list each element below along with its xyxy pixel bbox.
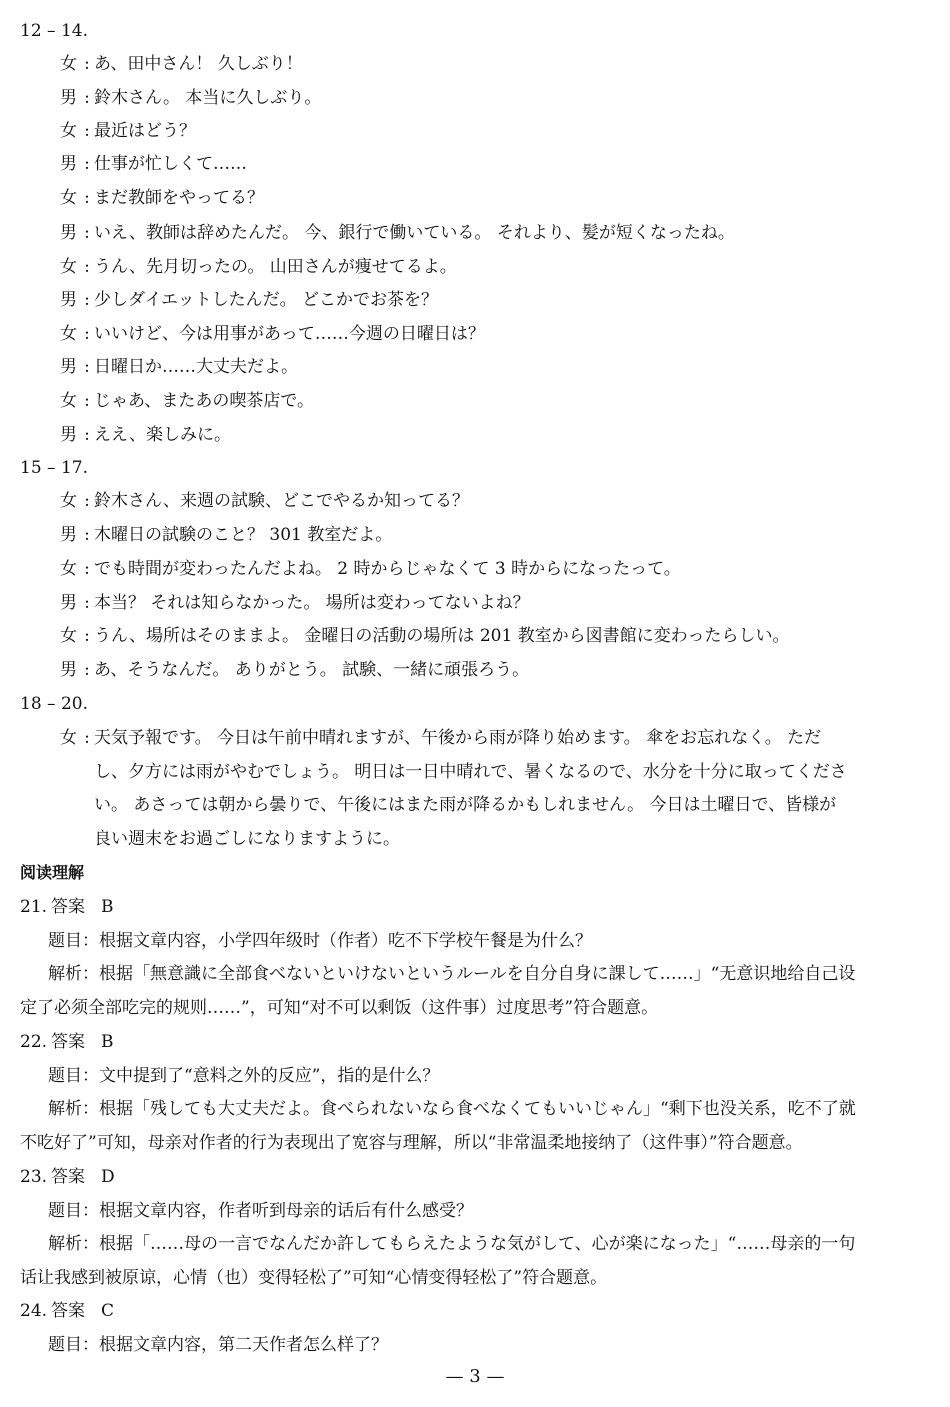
- answer-line: [20, 1300, 114, 1322]
- speaker-label: 男: [60, 357, 77, 377]
- section-range-18-20: 18 – 20.: [20, 694, 88, 714]
- speaker-label: 男: [60, 660, 77, 680]
- question-prefix: 题目：: [48, 1335, 99, 1355]
- dialogue-text: 鈴木さん、来週の試験、どこでやるか知ってる？: [94, 491, 470, 511]
- dialogue-line: 女 : あ、田中さん！ 久しぶり！: [60, 54, 303, 74]
- dialogue-text: 仕事が忙しくて……: [94, 154, 247, 174]
- speaker-label: 女: [60, 559, 77, 579]
- section-range-15-17: 15 – 17.: [20, 458, 88, 478]
- dialogue-text: まだ教師をやってる？: [94, 188, 264, 208]
- question-number: 22.: [20, 1032, 48, 1052]
- question-text: 文中提到了“意料之外的反应”，指的是什么？: [99, 1066, 440, 1086]
- question-text: 根据文章内容，作者听到母亲的话后有什么感受？: [99, 1201, 473, 1221]
- dialogue-line: 男 : ええ、楽しみに。: [60, 425, 232, 445]
- dialogue-line: 女 : 鈴木さん、来週の試験、どこでやるか知ってる？: [60, 491, 470, 511]
- speaker-label: 男: [60, 154, 77, 174]
- question-prefix: 题目：: [48, 1201, 99, 1221]
- dialogue-line: 女 : まだ教師をやってる？: [60, 188, 264, 208]
- dialogue-text: あ、そうなんだ。 ありがとう。 試験、一緒に頑張ろう。: [94, 660, 530, 680]
- answer-label: 答案: [51, 897, 86, 917]
- analysis-line: 定了必须全部吃完的规则……”，可知“对不可以剩饭（这件事）过度思考”符合题意。: [20, 998, 659, 1018]
- question-number: 21.: [20, 897, 48, 917]
- analysis-line: 不吃好了”可知，母亲对作者的行为表现出了宽容与理解，所以“非常温柔地接纳了（这件事）”符合题意。: [20, 1133, 803, 1153]
- analysis-prefix: 解析：: [48, 964, 99, 984]
- dialogue-text: でも時間が変わったんだよね。 2 時からじゃなくて 3 時からになったって。: [94, 559, 681, 579]
- dialogue-text: 最近はどう？: [94, 121, 196, 141]
- dialogue-text: ええ、楽しみに。: [94, 425, 232, 445]
- dialogue-text: じゃあ、またあの喫茶店で。: [94, 391, 314, 411]
- speaker-label: 女: [60, 324, 77, 344]
- answer-value: B: [101, 897, 114, 917]
- monologue-line: 良い週末をお過ごしになりますように。: [94, 829, 400, 849]
- analysis-line: [48, 1233, 855, 1255]
- dialogue-line: 男 : 本当？ それは知らなかった。 場所は変わってないよね？: [60, 593, 530, 613]
- dialogue-line: 男 : 木曜日の試験のこと？ 301 教室だよ。: [60, 525, 393, 545]
- dialogue-line: 女 : でも時間が変わったんだよね。 2 時からじゃなくて 3 時からになったって。: [60, 559, 681, 579]
- answer-value: B: [101, 1032, 114, 1052]
- dialogue-text: 少しダイエットしたんだ。 どこかでお茶を？: [94, 290, 439, 310]
- question-line: [48, 1334, 388, 1356]
- question-number: 24.: [20, 1301, 48, 1321]
- monologue-line: い。 あさっては朝から曇りで、午後にはまた雨が降るかもしれません。 今日は土曜日で、皆様が: [94, 795, 837, 815]
- question-line: [48, 930, 592, 952]
- speaker-label: 男: [60, 223, 77, 243]
- dialogue-text: 本当？ それは知らなかった。 場所は変わってないよね？: [94, 593, 530, 613]
- analysis-prefix: 解析：: [48, 1099, 99, 1119]
- answer-line: [20, 896, 114, 918]
- speaker-label: 女: [60, 491, 77, 511]
- analysis-line: [48, 963, 855, 985]
- dialogue-line: 女 : うん、場所はそのままよ。 金曜日の活動の場所は 201 教室から図書館に変わったらしい。: [60, 626, 790, 646]
- answer-value: C: [101, 1301, 115, 1321]
- dialogue-text: あ、田中さん！ 久しぶり！: [94, 54, 303, 74]
- speaker-label: 女: [60, 626, 77, 646]
- analysis-line: 话让我感到被原谅，心情（也）变得轻松了”可知“心情变得轻松了”符合题意。: [20, 1268, 608, 1288]
- answer-line: [20, 1031, 114, 1053]
- dialogue-text: いえ、教師は辞めたんだ。 今、銀行で働いている。 それより、髪が短くなったね。: [94, 223, 735, 243]
- speaker-label: 女: [60, 257, 77, 277]
- dialogue-line: 男 : あ、そうなんだ。 ありがとう。 試験、一緒に頑張ろう。: [60, 660, 530, 680]
- dialogue-line: 男 : 鈴木さん。 本当に久しぶり。: [60, 88, 322, 108]
- analysis-text: 根据「……母の一言でなんだか許してもらえたような気がして、心が楽になった」“……母亲的一句: [99, 1234, 856, 1254]
- dialogue-text: うん、場所はそのままよ。 金曜日の活動の場所は 201 教室から図書館に変わったらしい。: [94, 626, 790, 646]
- monologue-line: 女 : 天気予報です。 今日は午前中晴れますが、午後から雨が降り始めます。 傘をお忘れなく。 ただ: [60, 728, 822, 748]
- speaker-label: 男: [60, 290, 77, 310]
- dialogue-text: うん、先月切ったの。 山田さんが痩せてるよ。: [94, 257, 457, 277]
- question-text: 根据文章内容，小学四年级时（作者）吃不下学校午餐是为什么？: [99, 931, 592, 951]
- section-range-12-14: 12 – 14.: [20, 21, 88, 41]
- dialogue-line: 男 : 仕事が忙しくて……: [60, 154, 247, 174]
- answer-label: 答案: [51, 1167, 86, 1187]
- analysis-text: 根据「残しても大丈夫だよ。食べられないなら食べなくてもいいじゃん」“剩下也没关系，吃不了就: [99, 1099, 856, 1119]
- analysis-text: 根据「無意識に全部食べないといけないというルールを自分自身に課して……」“无意识地给自己设: [99, 964, 856, 984]
- speaker-label: 男: [60, 425, 77, 445]
- speaker-label: 女: [60, 391, 77, 411]
- answer-line: [20, 1166, 115, 1188]
- dialogue-text: 鈴木さん。 本当に久しぶり。: [94, 88, 322, 108]
- speaker-label: 女: [60, 121, 77, 141]
- speaker-label: 男: [60, 593, 77, 613]
- dialogue-line: 女 : じゃあ、またあの喫茶店で。: [60, 391, 314, 411]
- speaker-label: 男: [60, 525, 77, 545]
- analysis-line: [48, 1098, 856, 1120]
- dialogue-line: 女 : うん、先月切ったの。 山田さんが痩せてるよ。: [60, 257, 457, 277]
- monologue-line: し、夕方には雨がやむでしょう。 明日は一日中晴れで、暑くなるので、水分を十分に取ってくださ: [94, 762, 847, 782]
- question-number: 23.: [20, 1167, 48, 1187]
- page-number: — 3 —: [445, 1366, 505, 1387]
- question-line: [48, 1065, 439, 1087]
- question-prefix: 题目：: [48, 931, 99, 951]
- section-heading: 阅读理解: [20, 863, 85, 882]
- analysis-prefix: 解析：: [48, 1234, 99, 1254]
- dialogue-line: 女 : いいけど、今は用事があって……今週の日曜日は？: [60, 324, 485, 344]
- dialogue-line: 男 : 少しダイエットしたんだ。 どこかでお茶を？: [60, 290, 439, 310]
- speaker-label: 女: [60, 54, 77, 74]
- speaker-label: 女: [60, 728, 77, 748]
- dialogue-line: 男 : 日曜日か……大丈夫だよ。: [60, 357, 298, 377]
- monologue-text: 天気予報です。 今日は午前中晴れますが、午後から雨が降り始めます。 傘をお忘れなく。 ただ: [94, 728, 822, 748]
- dialogue-text: 日曜日か……大丈夫だよ。: [94, 357, 298, 377]
- speaker-label: 女: [60, 188, 77, 208]
- question-text: 根据文章内容，第二天作者怎么样了？: [99, 1335, 388, 1355]
- answer-value: D: [101, 1167, 115, 1187]
- answer-label: 答案: [51, 1032, 86, 1052]
- question-prefix: 题目：: [48, 1066, 99, 1086]
- speaker-label: 男: [60, 88, 77, 108]
- dialogue-line: 男 : いえ、教師は辞めたんだ。 今、銀行で働いている。 それより、髪が短くなったね。: [60, 223, 735, 243]
- dialogue-text: 木曜日の試験のこと？ 301 教室だよ。: [94, 525, 393, 545]
- dialogue-text: いいけど、今は用事があって……今週の日曜日は？: [94, 324, 485, 344]
- answer-label: 答案: [51, 1301, 86, 1321]
- question-line: [48, 1200, 473, 1222]
- dialogue-line: 女 : 最近はどう？: [60, 121, 196, 141]
